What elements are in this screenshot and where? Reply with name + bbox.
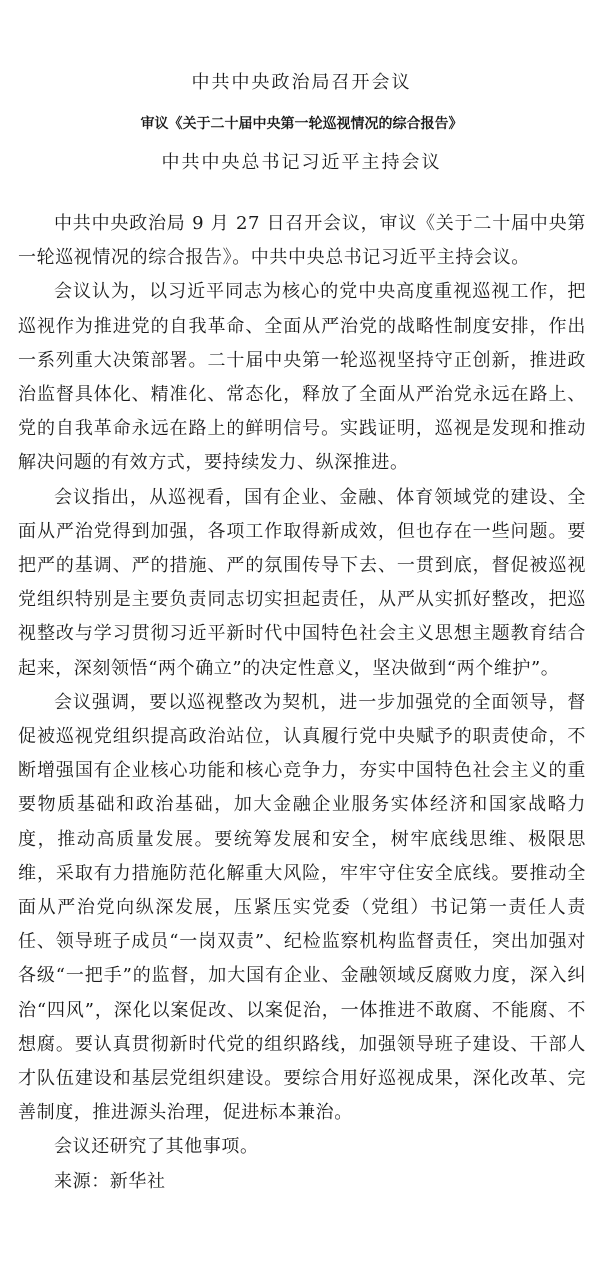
paragraph-2: 会议认为，以习近平同志为核心的党中央高度重视巡视工作，把巡视作为推进党的自我革命、全面从严治党的战略性制度安排，作出一系列重大决策部署。二十届中央第一轮巡视坚持守正创新，推进政治监督具体化、精准化、常态化，释放了全面从严治党永远在路上、党的自我革命永远在路上的鲜明信号。实践证明，巡视是发现和推动解决问题的有效方式，要持续发力、纵深推进。 bbox=[18, 281, 586, 474]
headline: 审议《关于二十届中央第一轮巡视情况的综合报告》 bbox=[140, 116, 463, 132]
paragraph-4: 会议强调，要以巡视整改为契机，进一步加强党的全面领导，督促被巡视党组织提高政治站位，认真履行党中央赋予的职责使命，不断增强国有企业核心功能和核心竞争力，夯实中国特色社会主义的重要物质基础和政治基础，加大金融企业服务实体经济和国家战略力度，推动高质量发展。要统筹发展和安全，树牢底线思维、极限思维，采取有力措施防范化解重大风险，牢牢守住安全底线。要推动全面从严治党向纵深发展，压紧压实党委（党组）书记第一责任人责任、领导班子成员“一岗双责”、纪检监察机构监督责任，突出加强对各级“一把手”的监督，加大国有企业、金融领域反腐败力度，深入纠治“四风”，深化以案促改、以案促治，一体推进不敢腐、不能腐、不想腐。要认真贯彻新时代党的组织路线，加强领导班子建设、干部人才队伍建设和基层党组织建设。要综合用好巡视成果，深化改革、完善制度，推进源头治理，促进标本兼治。 bbox=[18, 691, 586, 1124]
source-line: 来源：新华社 bbox=[54, 1170, 166, 1192]
article-body bbox=[18, 207, 586, 1199]
subheadline: 中共中央总书记习近平主持会议 bbox=[161, 152, 442, 173]
paragraph-3: 会议指出，从巡视看，国有企业、金融、体育领域党的建设、全面从严治党得到加强，各项工作取得新成效，但也存在一些问题。要把严的基调、严的措施、严的氛围传导下去、一贯到底，督促被巡视党组织特别是主要负责同志切实担起责任，从严从实抓好整改，把巡视整改与学习贯彻习近平新时代中国特色社会主义思想主题教育结合起来，深刻领悟“两个确立”的决定性意义，坚决做到“两个维护”。 bbox=[18, 486, 586, 679]
paragraph-1: 中共中央政治局 9 月 27 日召开会议，审议《关于二十届中央第一轮巡视情况的综合报告》。中共中央总书记习近平主持会议。 bbox=[18, 213, 586, 269]
paragraph-5: 会议还研究了其他事项。 bbox=[54, 1136, 259, 1158]
kicker-line: 中共中央政治局召开会议 bbox=[191, 72, 412, 93]
